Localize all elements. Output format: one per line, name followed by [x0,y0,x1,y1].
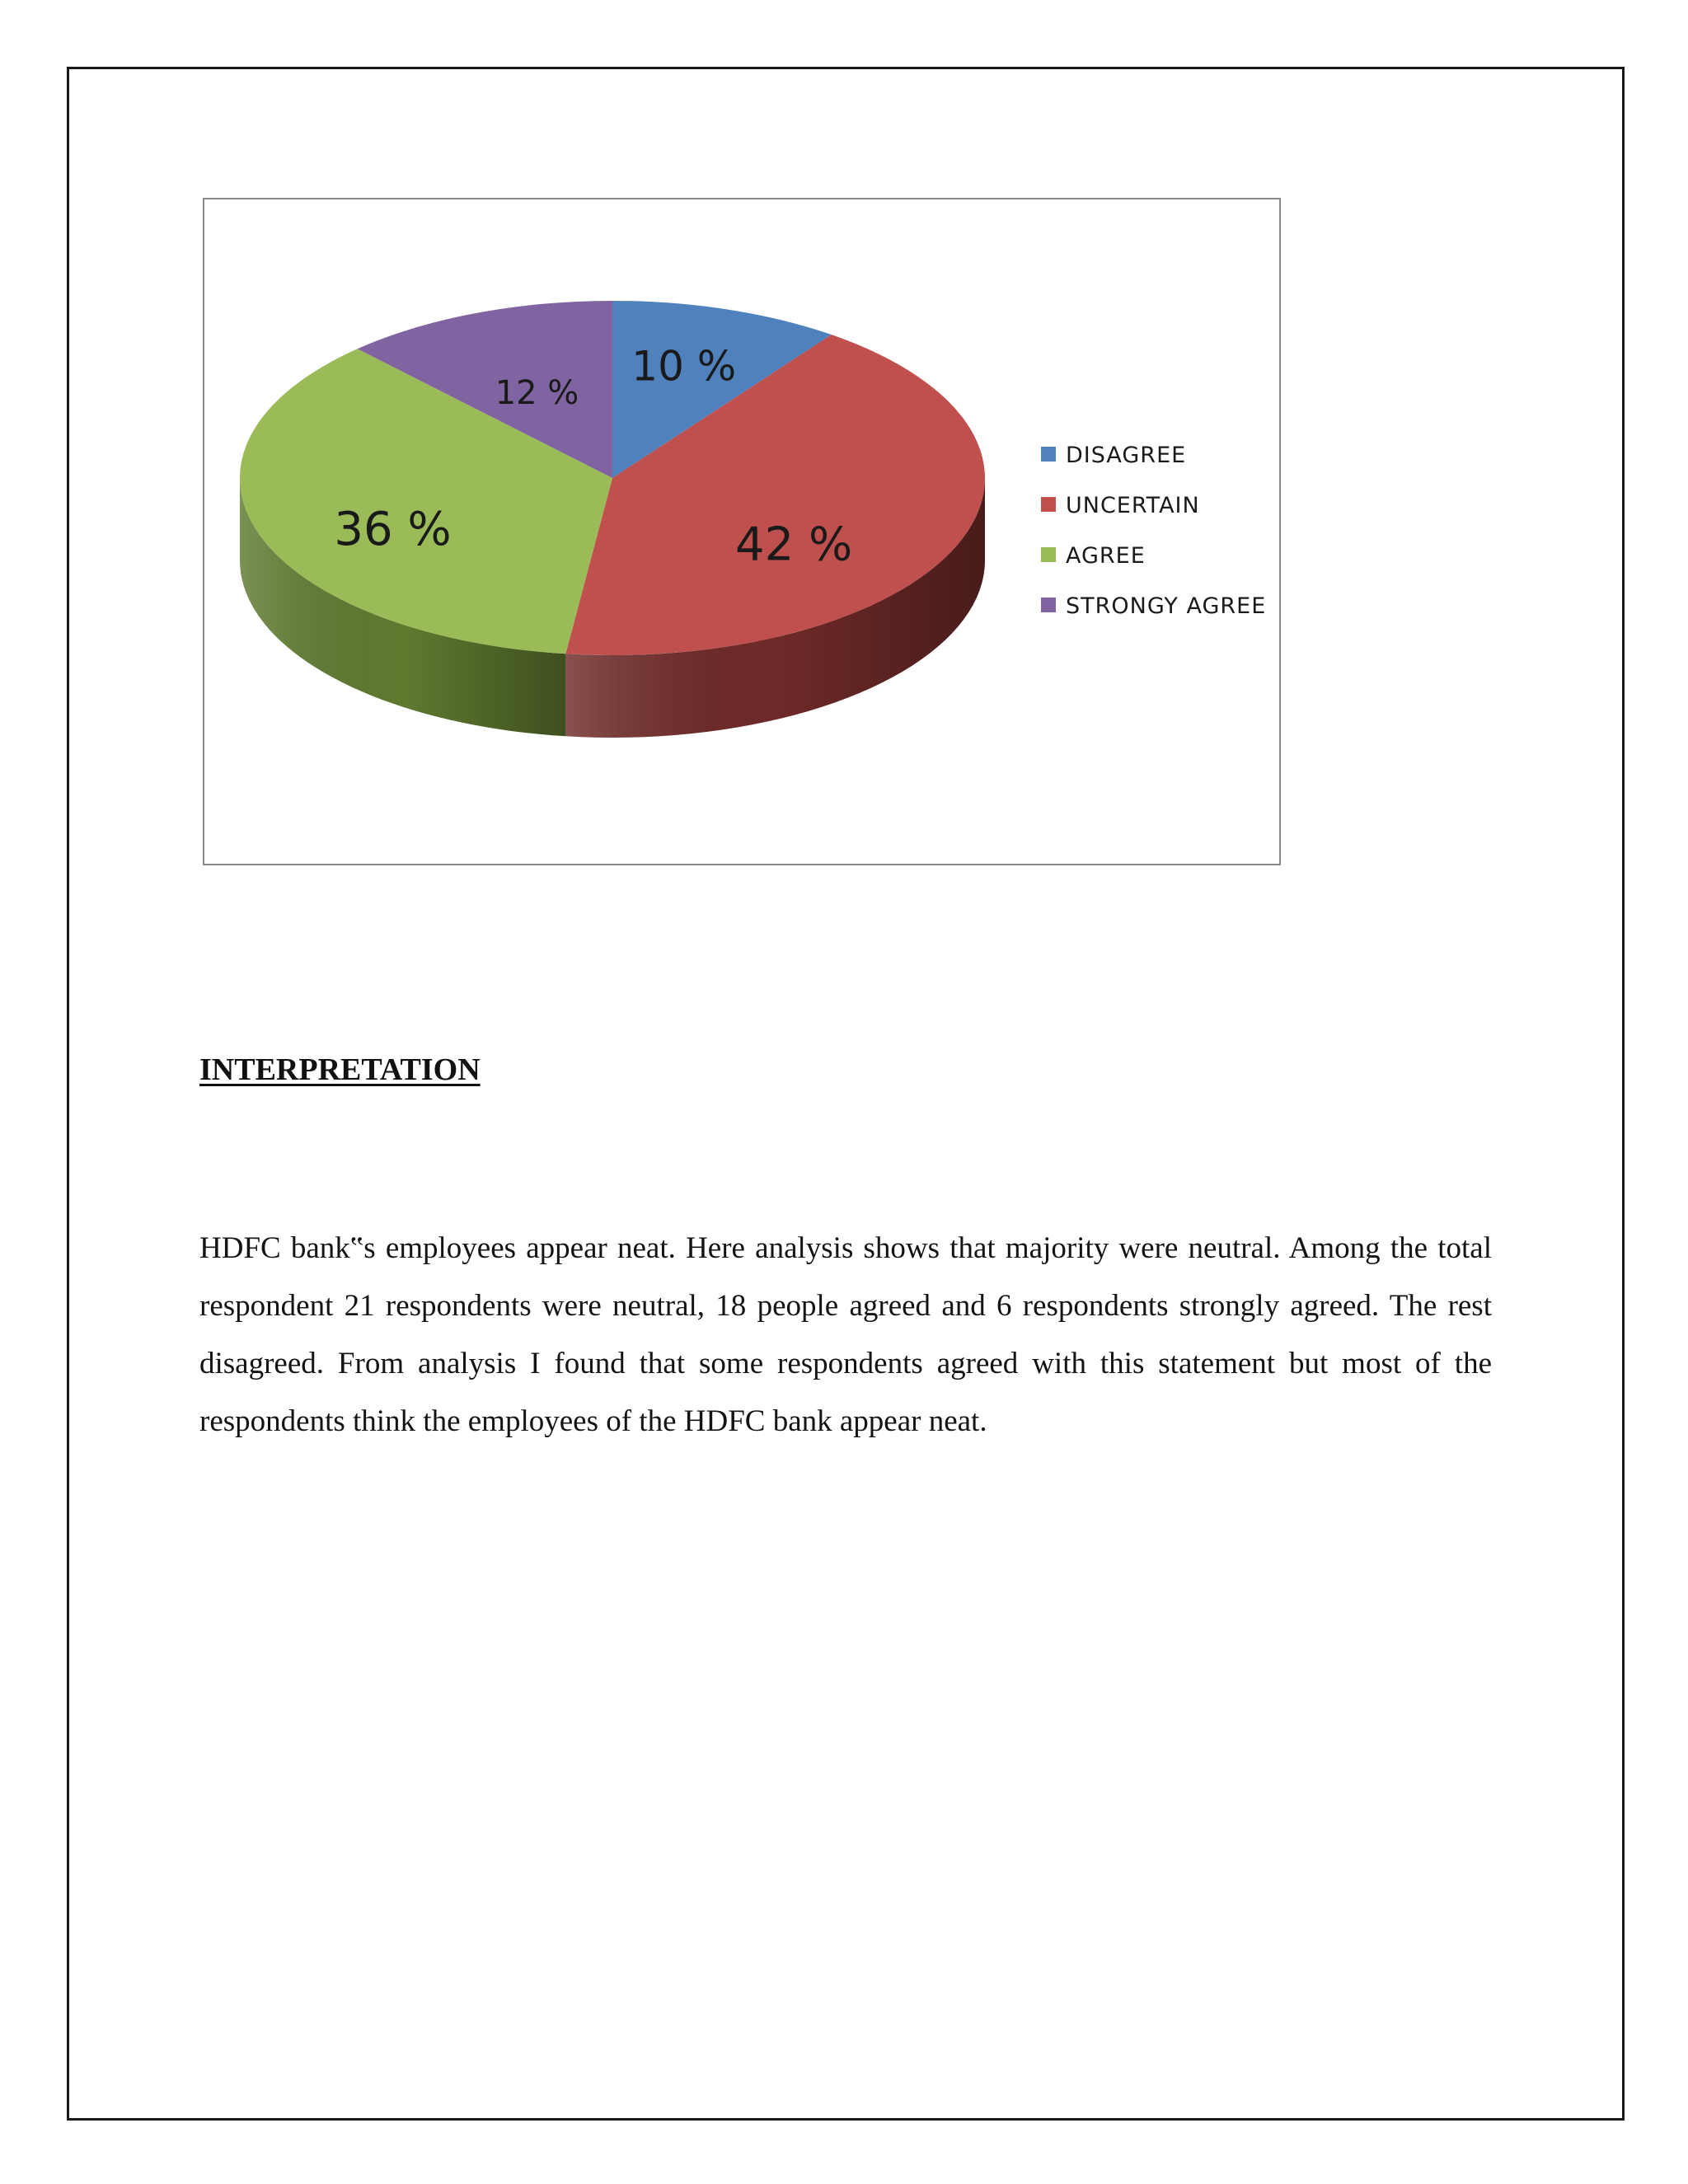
legend-swatch-strongy-agree [1041,598,1056,612]
legend-swatch-disagree [1041,447,1056,462]
data-label-disagree: 10 % [631,342,737,391]
legend [1041,443,1266,619]
pie-chart [203,198,1281,865]
legend-label-uncertain: UNCERTAIN [1066,493,1200,518]
data-label-strongy-agree: 12 % [495,374,579,413]
interpretation-paragraph: HDFC bank‟s employees appear neat. Here analysis shows that majority were neutral. Among the total respondent 21 respondents were neutral, 18 people agreed and 6 respondents strongly agreed. The rest disagreed. From analysis I found that some respondents agreed with this statement but most of the respondents think the employees of the HDFC bank appear neat. [199,1231,1492,1438]
legend-label-strongy-agree: STRONGY AGREE [1066,593,1267,619]
legend-label-disagree: DISAGREE [1066,443,1187,468]
pie-tops [240,301,985,655]
legend-label-agree: AGREE [1066,543,1146,569]
data-label-agree: 36 % [334,503,452,557]
interpretation-heading: INTERPRETATION [199,1052,481,1087]
data-label-uncertain: 42 % [734,518,853,572]
legend-swatch-agree [1041,547,1056,562]
pie-chart-svg [204,199,1279,864]
legend-swatch-uncertain [1041,497,1056,512]
